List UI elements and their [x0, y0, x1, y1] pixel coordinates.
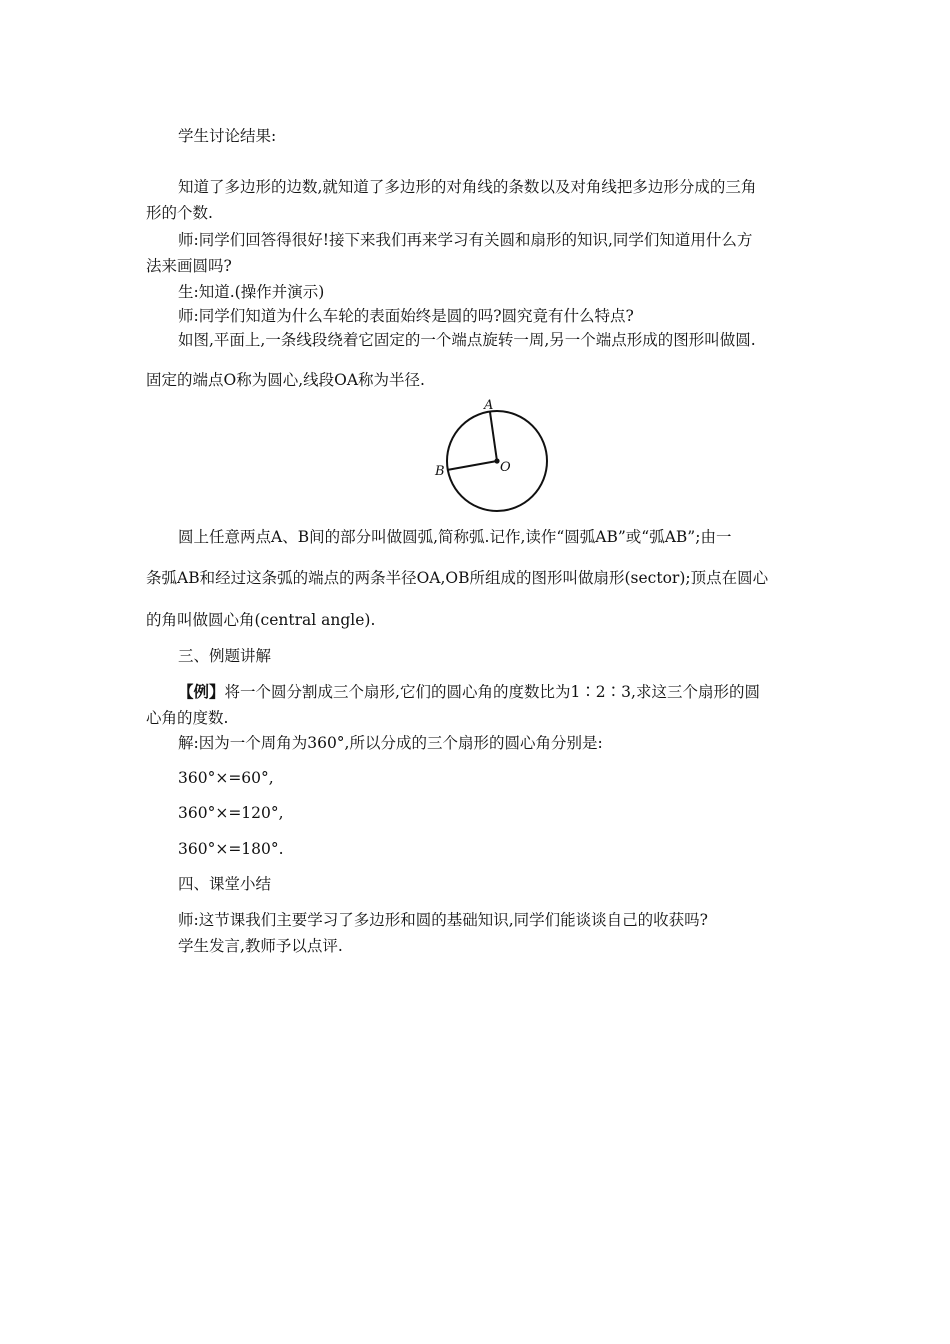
paragraph-discussion-result: 学生讨论结果: — [178, 127, 277, 145]
paragraph-teacher-line1: 师:同学们回答得很好!接下来我们再来学习有关圆和扇形的知识,同学们知道用什么方 — [178, 231, 753, 249]
paragraph-teacher-line2: 法来画圆吗? — [146, 257, 232, 275]
paragraph-arc-line3: 的角叫做圆心角(central angle). — [146, 611, 376, 629]
paragraph-example-line1 — [178, 682, 760, 702]
radius-oa — [490, 412, 497, 461]
paragraph-solution: 解:因为一个周角为360°,所以分成的三个扇形的圆心角分别是: — [178, 734, 603, 752]
label-a: A — [484, 398, 494, 413]
paragraph-polygon-line2: 形的个数. — [146, 204, 213, 222]
paragraph-teacher-question: 师:同学们知道为什么车轮的表面始终是圆的吗?圆究竟有什么特点? — [178, 307, 634, 325]
section-heading-summary: 四、课堂小结 — [178, 875, 272, 893]
calculation-3: 360°×=180°. — [178, 840, 284, 858]
label-b: B — [435, 464, 445, 479]
label-o: O — [500, 460, 511, 475]
circle-diagram — [425, 393, 555, 518]
paragraph-polygon-line1: 知道了多边形的边数,就知道了多边形的对角线的条数以及对角线把多边形分成的三角 — [178, 178, 757, 196]
example-text: 将一个圆分割成三个扇形,它们的圆心角的度数比为1∶2∶3,求这三个扇形的圆 — [224, 683, 760, 701]
example-tag: 【例】 — [178, 682, 225, 701]
calculation-1: 360°×=60°, — [178, 769, 274, 787]
center-point — [494, 458, 499, 463]
paragraph-summary-teacher: 师:这节课我们主要学习了多边形和圆的基础知识,同学们能谈谈自己的收获吗? — [178, 911, 708, 929]
section-heading-examples: 三、例题讲解 — [178, 647, 272, 665]
paragraph-arc-line1: 圆上任意两点A、B间的部分叫做圆弧,简称弧.记作,读作“圆弧AB”或“弧AB”;由一 — [178, 528, 732, 546]
paragraph-arc-line2: 条弧AB和经过这条弧的端点的两条半径OA,OB所组成的图形叫做扇形(sector);顶点在圆心 — [146, 569, 769, 587]
paragraph-student-answer: 生:知道.(操作并演示) — [178, 283, 325, 301]
paragraph-example-line2: 心角的度数. — [146, 709, 229, 727]
calculation-2: 360°×=120°, — [178, 804, 284, 822]
paragraph-circle-def-line2: 固定的端点O称为圆心,线段OA称为半径. — [146, 371, 425, 389]
paragraph-summary-students: 学生发言,教师予以点评. — [178, 937, 343, 955]
radius-ob — [447, 461, 497, 470]
paragraph-circle-def-line1: 如图,平面上,一条线段绕着它固定的一个端点旋转一周,另一个端点形成的图形叫做圆. — [178, 331, 756, 349]
